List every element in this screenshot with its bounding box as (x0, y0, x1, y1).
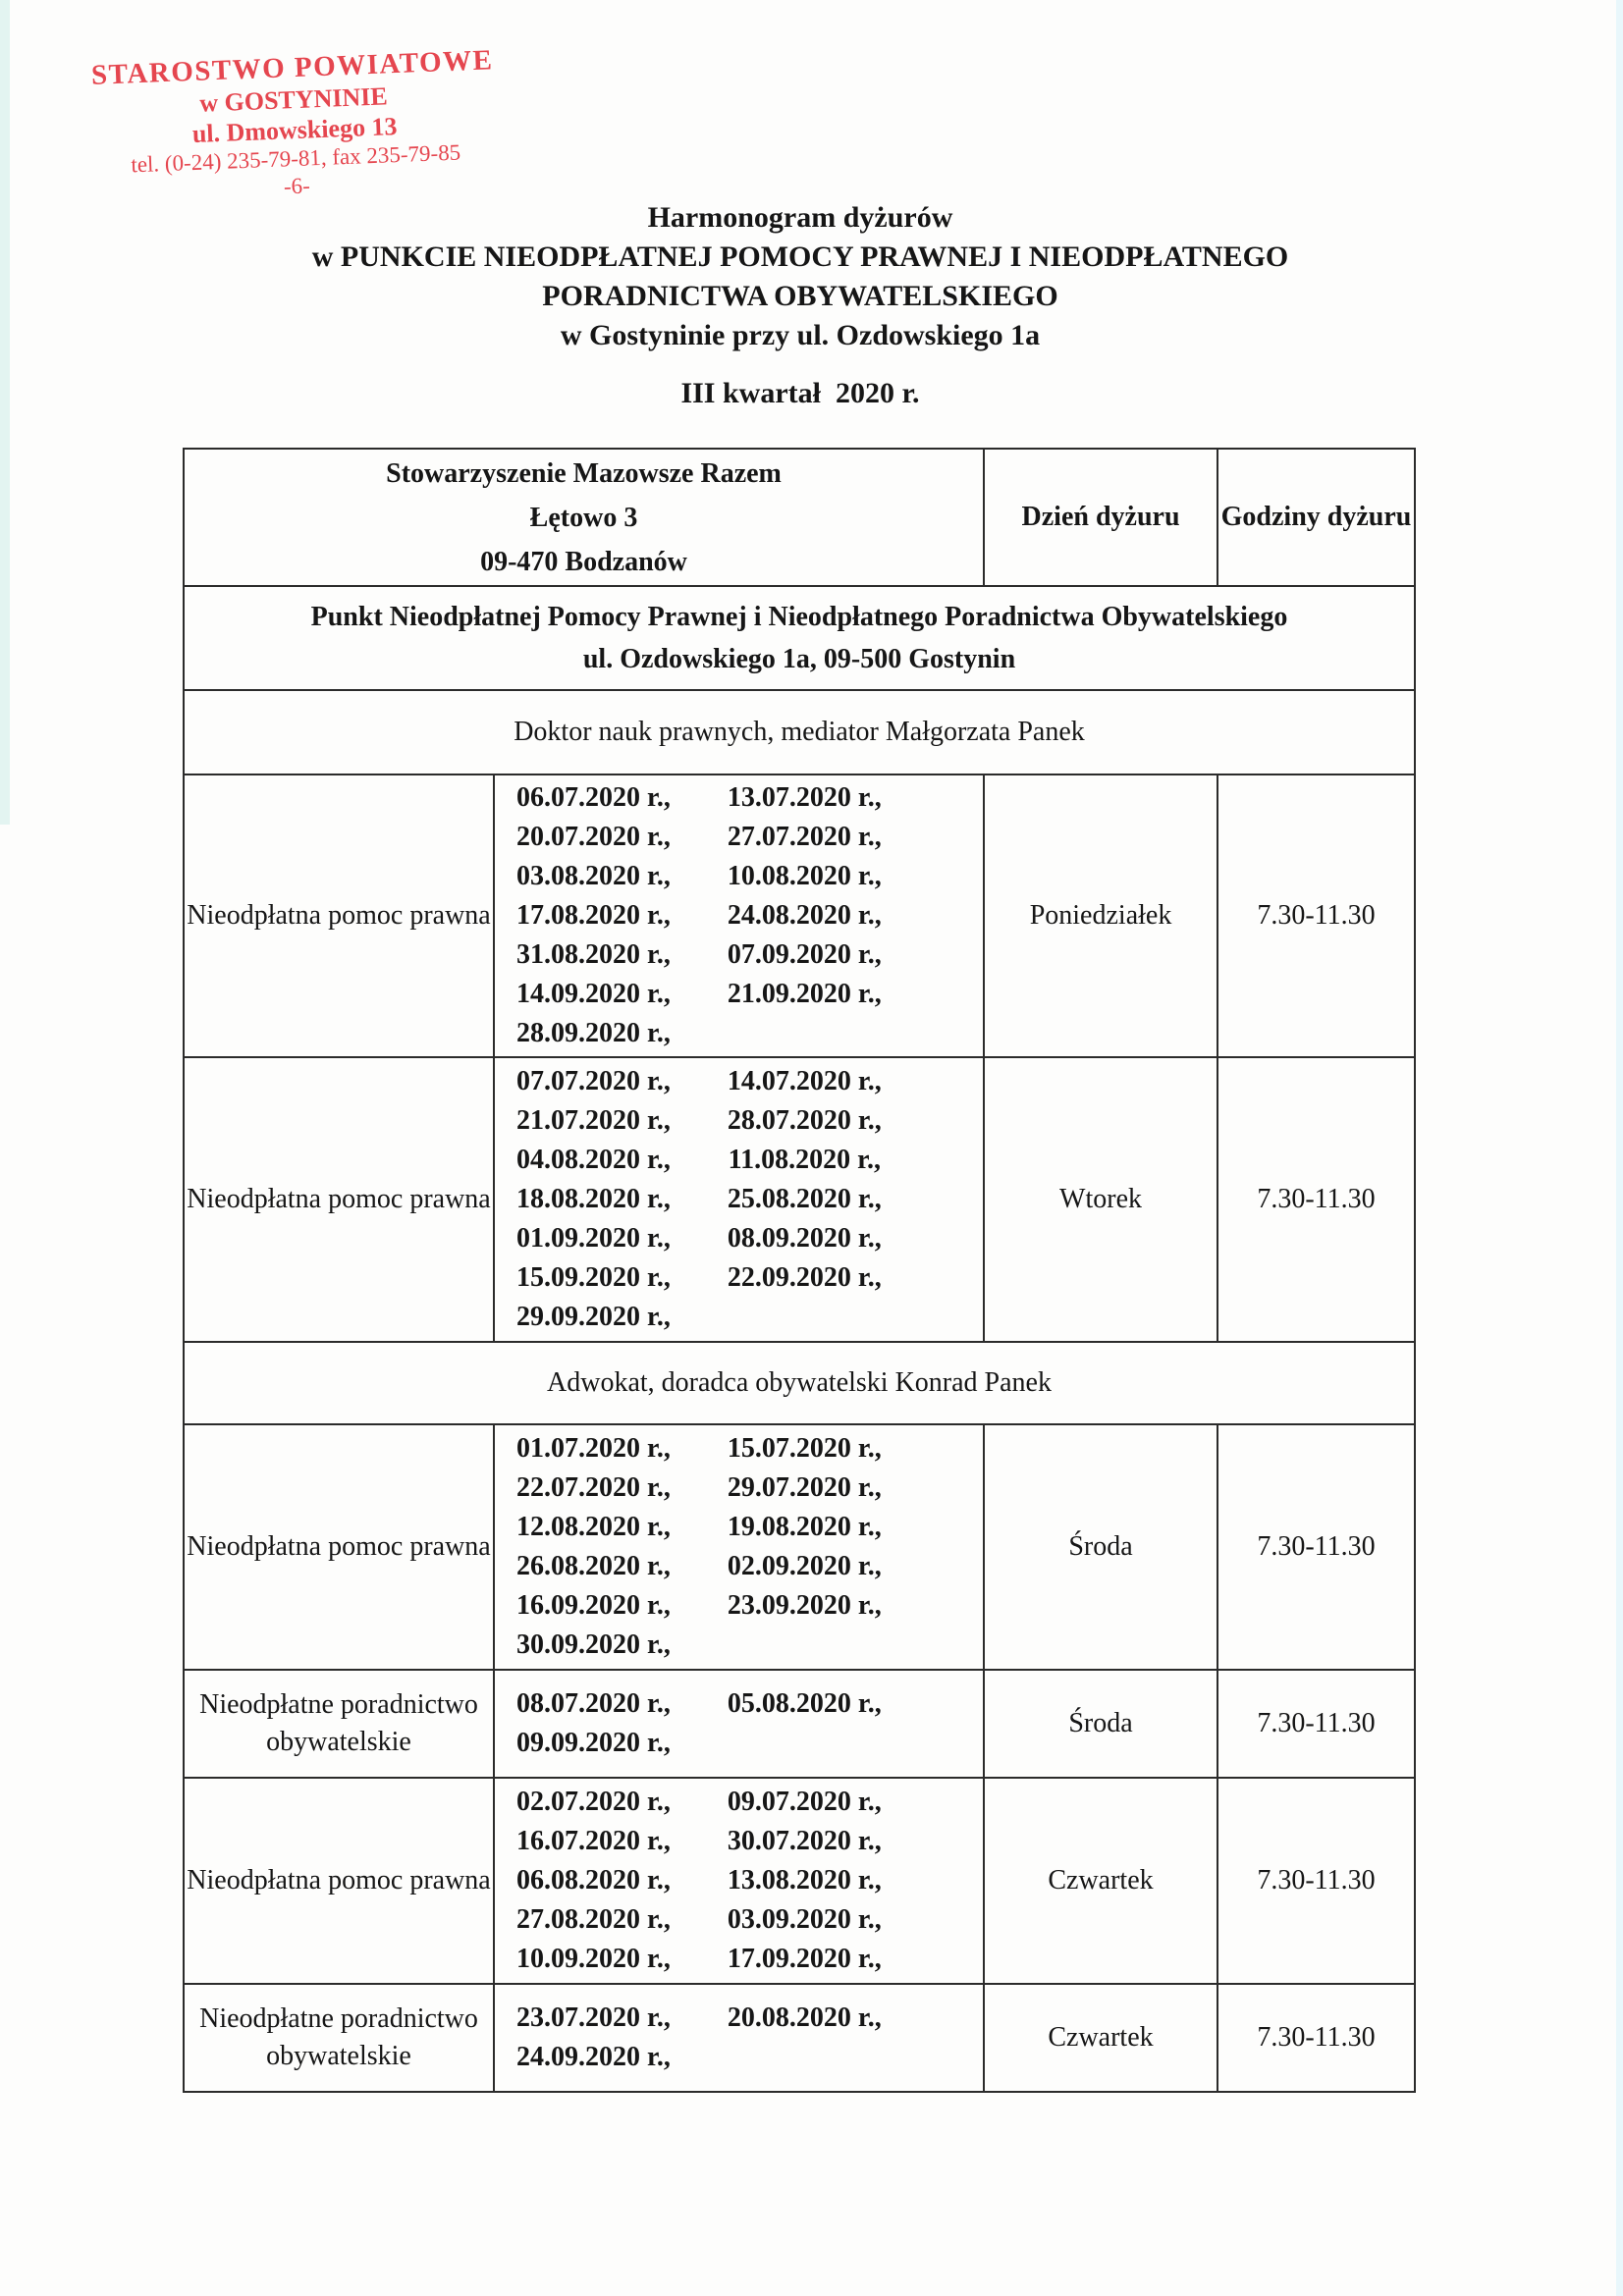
stamp-office-name: STAROSTWO POWIATOWE (90, 44, 494, 91)
date-entry: 06.07.2020 r., (516, 782, 671, 813)
date-entry: 13.08.2020 r., (727, 1865, 882, 1896)
stamp-page-number: -6- (283, 173, 311, 199)
hours-cell: 7.30-11.30 (1217, 1984, 1415, 2092)
advisor-cell: Adwokat, doradca obywatelski Konrad Panek (184, 1342, 1415, 1424)
dates-cell (494, 1424, 984, 1670)
hours-cell: 7.30-11.30 (1217, 1057, 1415, 1342)
date-entry: 17.08.2020 r., (516, 900, 671, 931)
stamp-city: w GOSTYNINIE (198, 81, 389, 118)
date-entry: 27.08.2020 r., (516, 1904, 671, 1935)
service-cell: Nieodpłatne poradnictwo obywatelskie (184, 1984, 494, 2092)
dates-cell (494, 1778, 984, 1984)
date-entry: 21.09.2020 r., (727, 979, 882, 1009)
date-entry: 07.09.2020 r., (727, 939, 882, 970)
date-entry: 19.08.2020 r., (727, 1512, 882, 1542)
date-entry: 09.09.2020 r., (516, 1728, 671, 1758)
date-entry: 08.07.2020 r., (516, 1688, 671, 1719)
service-cell: Nieodpłatna pomoc prawna (184, 1424, 494, 1670)
service-cell: Nieodpłatna pomoc prawna (184, 774, 494, 1057)
date-entry: 28.07.2020 r., (727, 1105, 882, 1136)
table-row (184, 1984, 1415, 2092)
dates-list (495, 1684, 983, 1763)
heading-line-2: w PUNKCIE NIEODPŁATNEJ POMOCY PRAWNEJ I NIEODPŁATNEGO (311, 240, 1289, 273)
date-entry: 30.07.2020 r., (727, 1826, 882, 1856)
date-entry: 15.09.2020 r., (516, 1262, 671, 1293)
service-cell: Nieodpłatna pomoc prawna (184, 1057, 494, 1342)
date-entry: 22.07.2020 r., (516, 1472, 671, 1503)
hours-cell: 7.30-11.30 (1217, 1778, 1415, 1984)
table-row (184, 1778, 1415, 1984)
day-column-header: Dzień dyżuru (984, 449, 1217, 586)
day-cell: Środa (984, 1670, 1217, 1778)
org-address-line2: 09-470 Bodzanów (480, 546, 687, 577)
scan-edge-right (1616, 0, 1623, 2296)
date-entry: 01.09.2020 r., (516, 1223, 671, 1254)
date-entry: 11.08.2020 r., (728, 1145, 881, 1175)
org-header-cell (184, 449, 984, 586)
document-heading (0, 198, 1600, 413)
heading-quarter: III kwartał 2020 r. (680, 377, 920, 409)
date-entry: 31.08.2020 r., (516, 939, 671, 970)
heading-line-4: w Gostyninie przy ul. Ozdowskiego 1a (560, 319, 1041, 351)
hours-cell: 7.30-11.30 (1217, 1670, 1415, 1778)
office-stamp (51, 42, 537, 210)
date-entry: 29.07.2020 r., (727, 1472, 882, 1503)
date-entry: 04.08.2020 r., (516, 1145, 671, 1175)
advisor-cell: Doktor nauk prawnych, mediator Małgorzata Panek (184, 690, 1415, 774)
date-entry: 07.07.2020 r., (516, 1066, 671, 1096)
date-entry: 02.07.2020 r., (516, 1787, 671, 1817)
date-entry: 10.08.2020 r., (727, 861, 882, 891)
date-entry: 09.07.2020 r., (727, 1787, 882, 1817)
date-entry: 29.09.2020 r., (516, 1302, 671, 1332)
date-entry: 02.09.2020 r., (727, 1551, 882, 1581)
date-entry: 03.09.2020 r., (727, 1904, 882, 1935)
date-entry: 25.08.2020 r., (727, 1184, 882, 1214)
date-entry: 16.09.2020 r., (516, 1590, 671, 1621)
org-name: Stowarzyszenie Mazowsze Razem (386, 457, 782, 489)
dates-list (495, 1429, 983, 1665)
date-entry: 16.07.2020 r., (516, 1826, 671, 1856)
point-title-line2: ul. Ozdowskiego 1a, 09-500 Gostynin (582, 644, 1016, 674)
table-row (184, 1424, 1415, 1670)
heading-line-3: PORADNICTWA OBYWATELSKIEGO (542, 280, 1058, 312)
date-entry: 12.08.2020 r., (516, 1512, 671, 1542)
dates-list (495, 1999, 983, 2077)
advisor-row (184, 1342, 1415, 1424)
date-entry: 24.09.2020 r., (516, 2042, 671, 2072)
stamp-phone-fax: tel. (0-24) 235-79-81, fax 235-79-85 (130, 139, 461, 178)
date-entry: 18.08.2020 r., (516, 1184, 671, 1214)
dates-list (495, 778, 983, 1053)
day-cell: Poniedziałek (984, 774, 1217, 1057)
hours-column-header: Godziny dyżuru (1217, 449, 1415, 586)
advisor-row (184, 690, 1415, 774)
date-entry: 21.07.2020 r., (516, 1105, 671, 1136)
service-cell: Nieodpłatne poradnictwo obywatelskie (184, 1670, 494, 1778)
point-title-line1: Punkt Nieodpłatnej Pomocy Prawnej i Nieodpłatnego Poradnictwa Obywatelskiego (310, 602, 1288, 632)
schedule-table (183, 448, 1416, 2093)
date-entry: 01.07.2020 r., (516, 1433, 671, 1464)
date-entry: 14.09.2020 r., (516, 979, 671, 1009)
table-row (184, 1670, 1415, 1778)
day-cell: Środa (984, 1424, 1217, 1670)
dates-cell (494, 1057, 984, 1342)
date-entry: 28.09.2020 r., (516, 1018, 671, 1048)
date-entry: 23.07.2020 r., (516, 2002, 671, 2033)
date-entry: 20.08.2020 r., (727, 2002, 882, 2033)
date-entry: 14.07.2020 r., (727, 1066, 882, 1096)
day-cell: Wtorek (984, 1057, 1217, 1342)
date-entry: 23.09.2020 r., (727, 1590, 882, 1621)
dates-list (495, 1783, 983, 1979)
table-header-row (184, 449, 1415, 586)
dates-cell (494, 1670, 984, 1778)
org-address-line1: Łętowo 3 (529, 502, 638, 533)
hours-cell: 7.30-11.30 (1217, 1424, 1415, 1670)
date-entry: 30.09.2020 r., (516, 1629, 671, 1660)
point-title-cell (184, 586, 1415, 690)
date-entry: 10.09.2020 r., (516, 1944, 671, 1974)
day-cell: Czwartek (984, 1778, 1217, 1984)
date-entry: 27.07.2020 r., (727, 822, 882, 852)
table-row (184, 1057, 1415, 1342)
service-cell: Nieodpłatna pomoc prawna (184, 1778, 494, 1984)
date-entry: 26.08.2020 r., (516, 1551, 671, 1581)
date-entry: 24.08.2020 r., (727, 900, 882, 931)
date-entry: 20.07.2020 r., (516, 822, 671, 852)
date-entry: 03.08.2020 r., (516, 861, 671, 891)
table-row (184, 774, 1415, 1057)
dates-cell (494, 774, 984, 1057)
heading-line-1: Harmonogram dyżurów (647, 201, 953, 234)
dates-list (495, 1062, 983, 1337)
day-cell: Czwartek (984, 1984, 1217, 2092)
date-entry: 17.09.2020 r., (727, 1944, 882, 1974)
stamp-street: ul. Dmowskiego 13 (191, 112, 399, 148)
date-entry: 22.09.2020 r., (727, 1262, 882, 1293)
hours-cell: 7.30-11.30 (1217, 774, 1415, 1057)
date-entry: 13.07.2020 r., (727, 782, 882, 813)
date-entry: 15.07.2020 r., (727, 1433, 882, 1464)
point-title-row (184, 586, 1415, 690)
date-entry: 08.09.2020 r., (727, 1223, 882, 1254)
dates-cell (494, 1984, 984, 2092)
date-entry: 05.08.2020 r., (727, 1688, 882, 1719)
date-entry: 06.08.2020 r., (516, 1865, 671, 1896)
